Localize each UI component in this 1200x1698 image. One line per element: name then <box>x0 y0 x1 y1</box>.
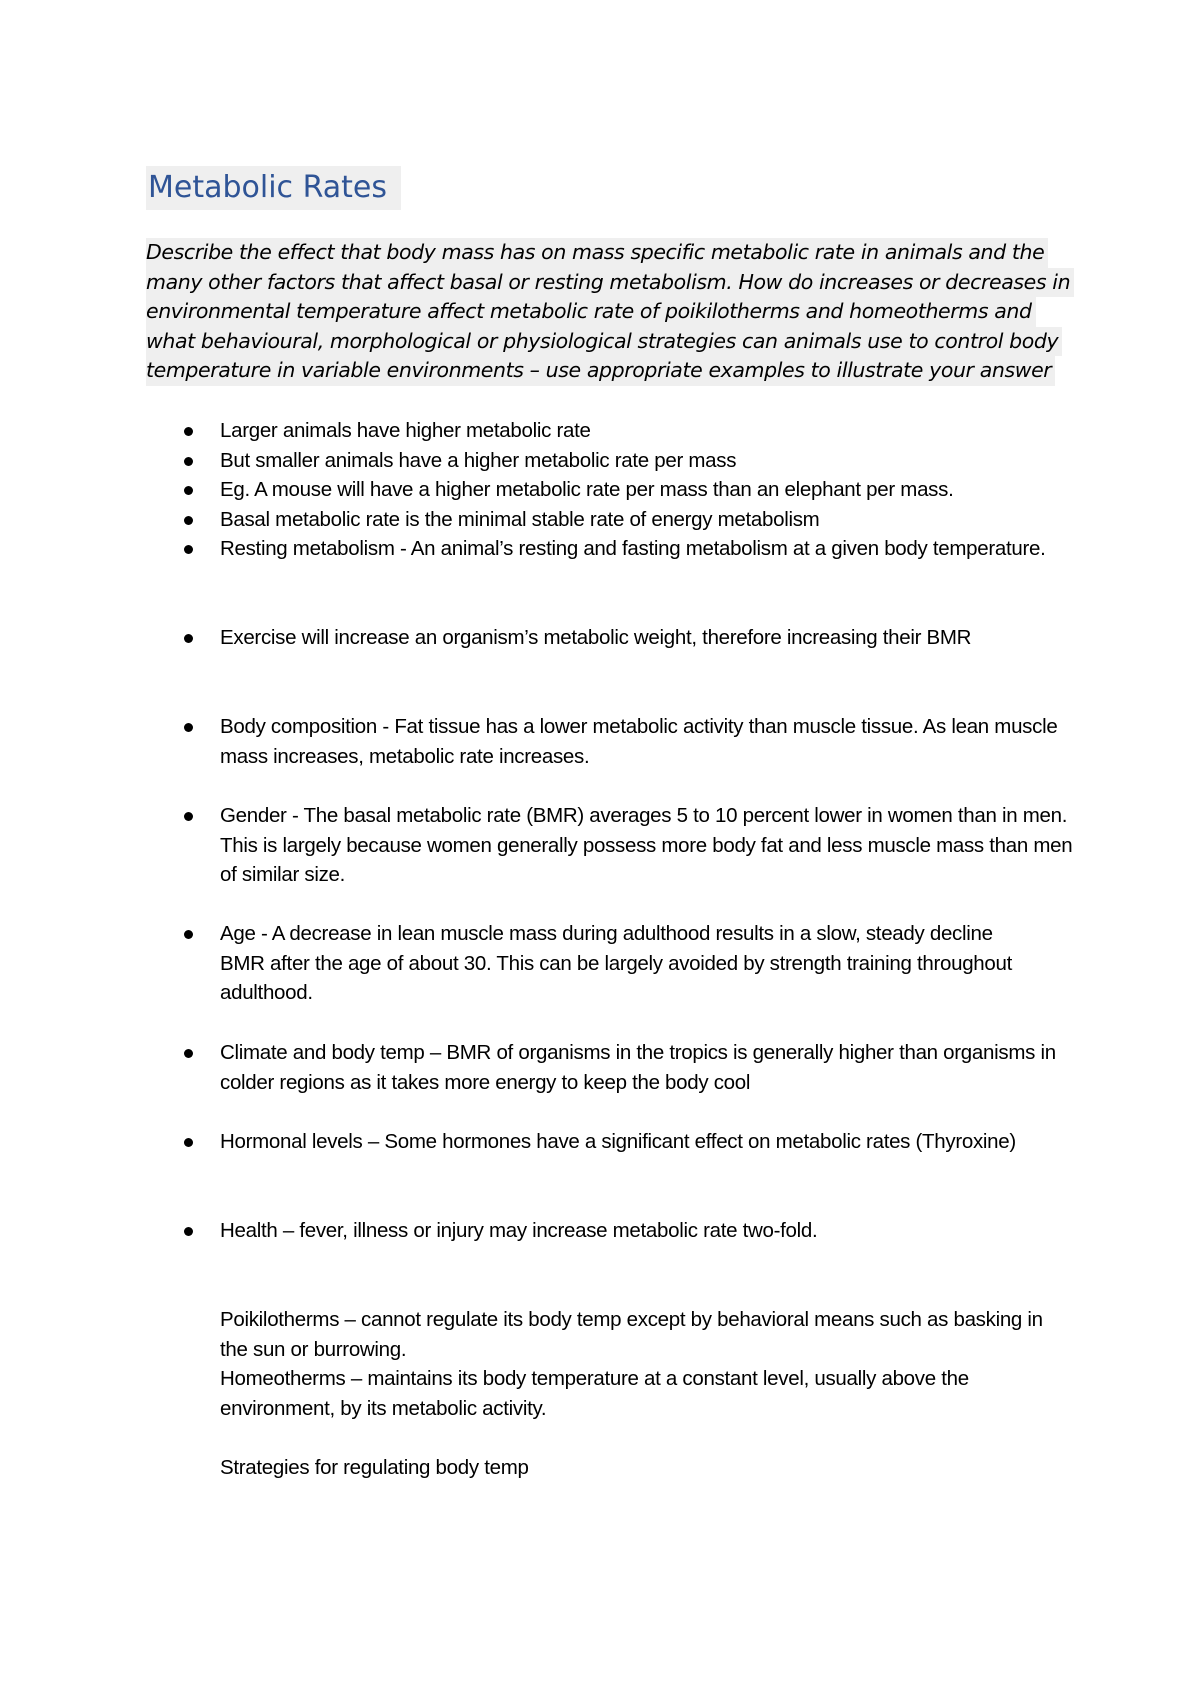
bullet-icon <box>184 457 193 466</box>
strategies-heading: Strategies for regulating body temp <box>220 1456 529 1479</box>
bullet-icon <box>184 1049 193 1058</box>
prompt-line: what behavioural, morphological or physiological strategies can animals use to control body <box>146 327 1062 357</box>
list-item-text: Body composition - Fat tissue has a lower metabolic activity than muscle tissue. As lean muscle mass increases, metabolic rate increases. <box>220 715 1058 768</box>
homeotherms-definition: Homeotherms – maintains its body temperature at a constant level, usually above the environment, by its metabolic activity. <box>220 1367 969 1420</box>
document-title: Metabolic Rates <box>146 166 401 210</box>
prompt-line: Describe the effect that body mass has on mass specific metabolic rate in animals and the <box>146 238 1048 268</box>
list-item-text: Larger animals have higher metabolic rate <box>220 419 591 442</box>
list-item-text: But smaller animals have a higher metabolic rate per mass <box>220 449 737 472</box>
list-item-text: Health – fever, illness or injury may increase metabolic rate two-fold. <box>220 1219 818 1242</box>
bullet-icon <box>184 486 193 495</box>
bullet-icon <box>184 516 193 525</box>
list-item-text: Eg. A mouse will have a higher metabolic rate per mass than an elephant per mass. <box>220 478 954 501</box>
list-item-text: Age - A decrease in lean muscle mass during adulthood results in a slow, steady decline BMR after the age of about 30. This can be largely avoided by strength training throughout adulthood. <box>220 922 1013 1005</box>
list-item-text: Climate and body temp – BMR of organisms in the tropics is generally higher than organisms in colder regions as it takes more energy to keep the body cool <box>220 1041 1056 1094</box>
list-item-text: Gender - The basal metabolic rate (BMR) averages 5 to 10 percent lower in women than in men. This is largely because women generally possess more body fat and less muscle mass than men of similar size. <box>220 804 1073 887</box>
bullet-icon <box>184 545 193 554</box>
bullet-icon <box>184 812 193 821</box>
bullet-icon <box>184 427 193 436</box>
bullet-icon <box>184 1138 193 1147</box>
list-item-text: Hormonal levels – Some hormones have a significant effect on metabolic rates (Thyroxine) <box>220 1130 1016 1153</box>
prompt-line: many other factors that affect basal or resting metabolism. How do increases or decreases in <box>146 268 1074 298</box>
bullet-icon <box>184 723 193 732</box>
bullet-icon <box>184 1227 193 1236</box>
prompt-line: environmental temperature affect metabolic rate of poikilotherms and homeotherms and <box>146 297 1036 327</box>
bullet-icon <box>184 634 193 643</box>
prompt-line: temperature in variable environments – use appropriate examples to illustrate your answer <box>146 356 1055 386</box>
list-item-text: Basal metabolic rate is the minimal stable rate of energy metabolism <box>220 508 820 531</box>
list-item-text: Exercise will increase an organism’s metabolic weight, therefore increasing their BMR <box>220 626 972 649</box>
list-item-text: Resting metabolism - An animal’s resting and fasting metabolism at a given body temperature. <box>220 537 1046 560</box>
bullet-icon <box>184 930 193 939</box>
essay-prompt <box>146 238 1071 386</box>
poikilotherms-definition: Poikilotherms – cannot regulate its body temp except by behavioral means such as basking in the sun or burrowing. <box>220 1308 1043 1361</box>
